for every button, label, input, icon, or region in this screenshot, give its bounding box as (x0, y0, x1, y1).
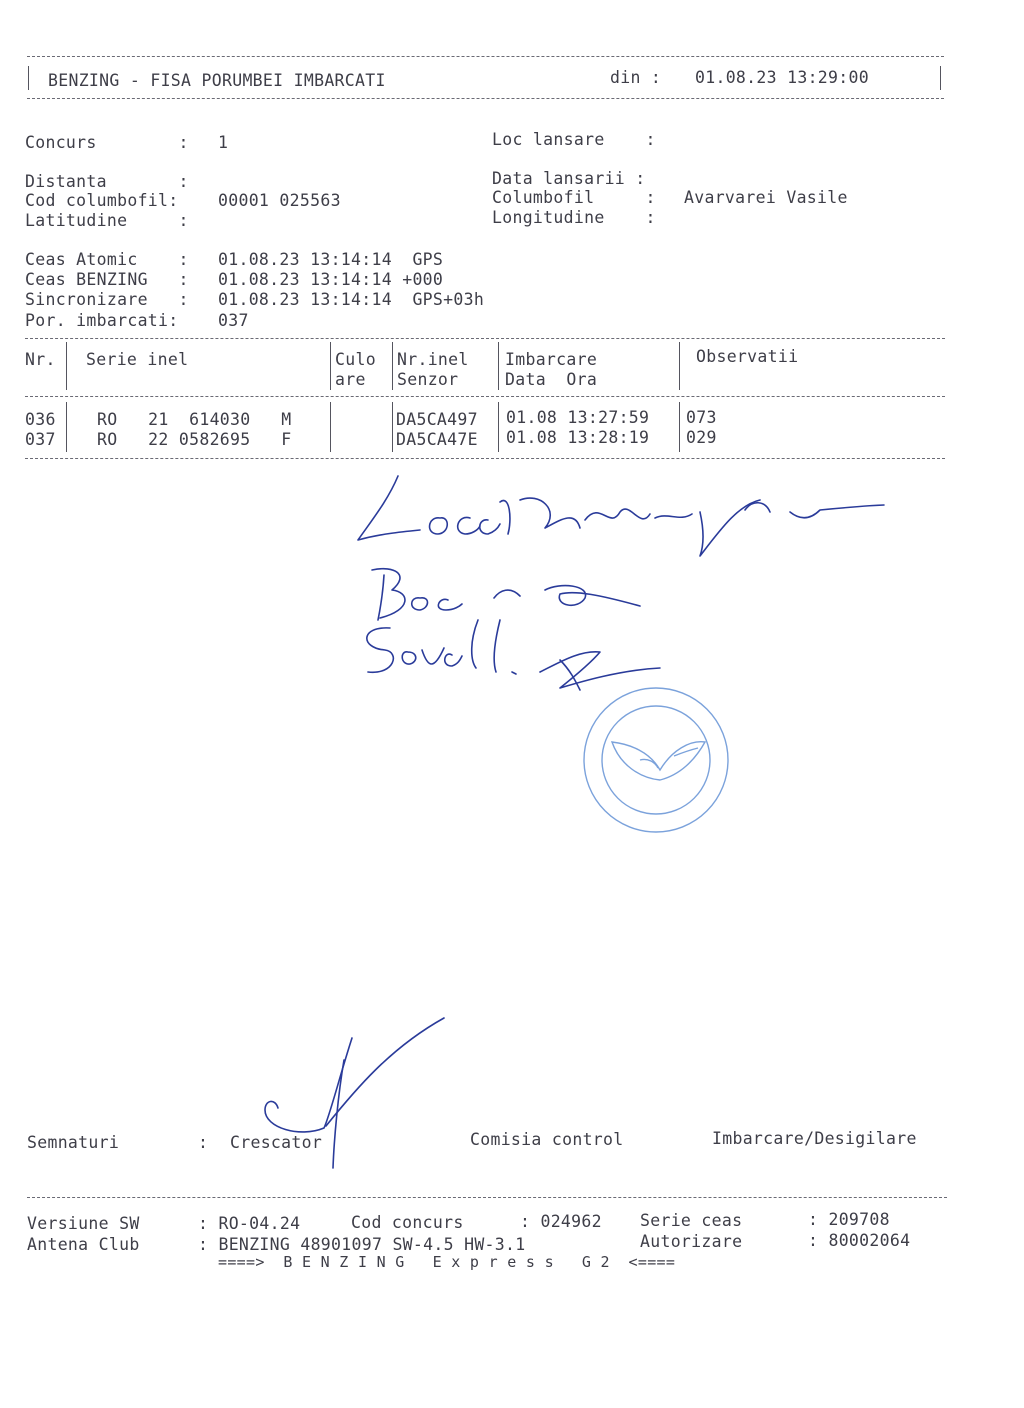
cell-observatii: 029 (686, 428, 717, 447)
data-lansarii-label: Data lansarii : (492, 169, 646, 188)
th-culoare-2: are (335, 370, 366, 389)
th-imbarcare-1: Imbarcare (505, 350, 598, 369)
handwritten-line-boc (372, 569, 640, 620)
comisia-control-label: Comisia control (470, 1130, 624, 1149)
por-imbarcati-value: 037 (218, 311, 249, 330)
antena-club-label: Antena Club (27, 1235, 140, 1254)
handwritten-line-loc (358, 476, 884, 556)
concurs-label: Concurs : (25, 133, 189, 152)
header-date-value: 01.08.23 13:29:00 (695, 68, 869, 87)
cell-serie-inel: RO 21 614030 M (97, 410, 292, 429)
th-nrinel-1: Nr.inel (397, 350, 469, 369)
concurs-value: 1 (218, 133, 229, 152)
serie-ceas-value: : 209708 (808, 1210, 890, 1229)
ceas-atomic-label: Ceas Atomic : (25, 250, 189, 269)
sincronizare-value: 01.08.23 13:14:14 GPS+03h (218, 290, 485, 309)
antena-club-value: : BENZING 48901097 SW-4.5 HW-3.1 (198, 1235, 526, 1254)
autorizare-label: Autorizare (640, 1232, 743, 1251)
cod-concurs-value: : 024962 (520, 1212, 602, 1231)
th-imbarcare-2: Data Ora (505, 370, 598, 389)
th-nrinel-2: Senzor (397, 370, 459, 389)
longitudine-label: Longitudine : (492, 208, 656, 227)
autorizare-value: : 80002064 (808, 1231, 911, 1250)
cod-columbofil-label: Cod columbofil: (25, 191, 179, 210)
club-stamp (584, 688, 728, 832)
cell-nr: 036 (25, 410, 56, 429)
cod-columbofil-value: 00001 025563 (218, 191, 341, 210)
header-date-label: din : (610, 68, 662, 87)
benzing-express-banner: ====> B E N Z I N G E x p r e s s G 2 <==== (218, 1253, 676, 1271)
semnaturi-label: Semnaturi (27, 1133, 120, 1152)
loc-lansare-label: Loc lansare : (492, 130, 656, 149)
ceas-atomic-value: 01.08.23 13:14:14 GPS (218, 250, 444, 269)
latitudine-label: Latitudine : (25, 211, 189, 230)
cod-concurs-label: Cod concurs (351, 1213, 464, 1232)
ceas-benzing-value: 01.08.23 13:14:14 +000 (218, 270, 444, 289)
columbofil-label: Columbofil : (492, 188, 656, 207)
crescator-label: Crescator (230, 1133, 323, 1152)
ceas-benzing-label: Ceas BENZING : (25, 270, 189, 289)
handwritten-line-serall (367, 620, 660, 690)
header-title: BENZING - FISA PORUMBEI IMBARCATI (48, 71, 386, 90)
th-serie-inel: Serie inel (86, 350, 189, 369)
cell-data-ora: 01.08 13:27:59 (506, 408, 650, 427)
th-nr: Nr. (25, 350, 56, 369)
columbofil-value: Avarvarei Vasile (684, 188, 848, 207)
cell-senzor: DA5CA497 (396, 410, 478, 429)
cell-nr: 037 (25, 430, 56, 449)
cell-serie-inel: RO 22 0582695 F (97, 430, 292, 449)
versiune-sw-value: : RO-04.24 (198, 1214, 301, 1233)
th-culoare-1: Culo (335, 350, 376, 369)
footer-divider (27, 1197, 947, 1198)
versiune-sw-label: Versiune SW (27, 1214, 140, 1233)
imbarcare-desigilare-label: Imbarcare/Desigilare (712, 1129, 917, 1148)
th-observatii: Observatii (696, 347, 799, 366)
cell-senzor: DA5CA47E (396, 430, 478, 449)
por-imbarcati-label: Por. imbarcati: (25, 311, 179, 330)
sincronizare-label: Sincronizare : (25, 290, 189, 309)
cell-data-ora: 01.08 13:28:19 (506, 428, 650, 447)
semnaturi-colon: : (198, 1133, 209, 1152)
serie-ceas-label: Serie ceas (640, 1211, 743, 1230)
distanta-label: Distanta : (25, 172, 189, 191)
cell-observatii: 073 (686, 408, 717, 427)
